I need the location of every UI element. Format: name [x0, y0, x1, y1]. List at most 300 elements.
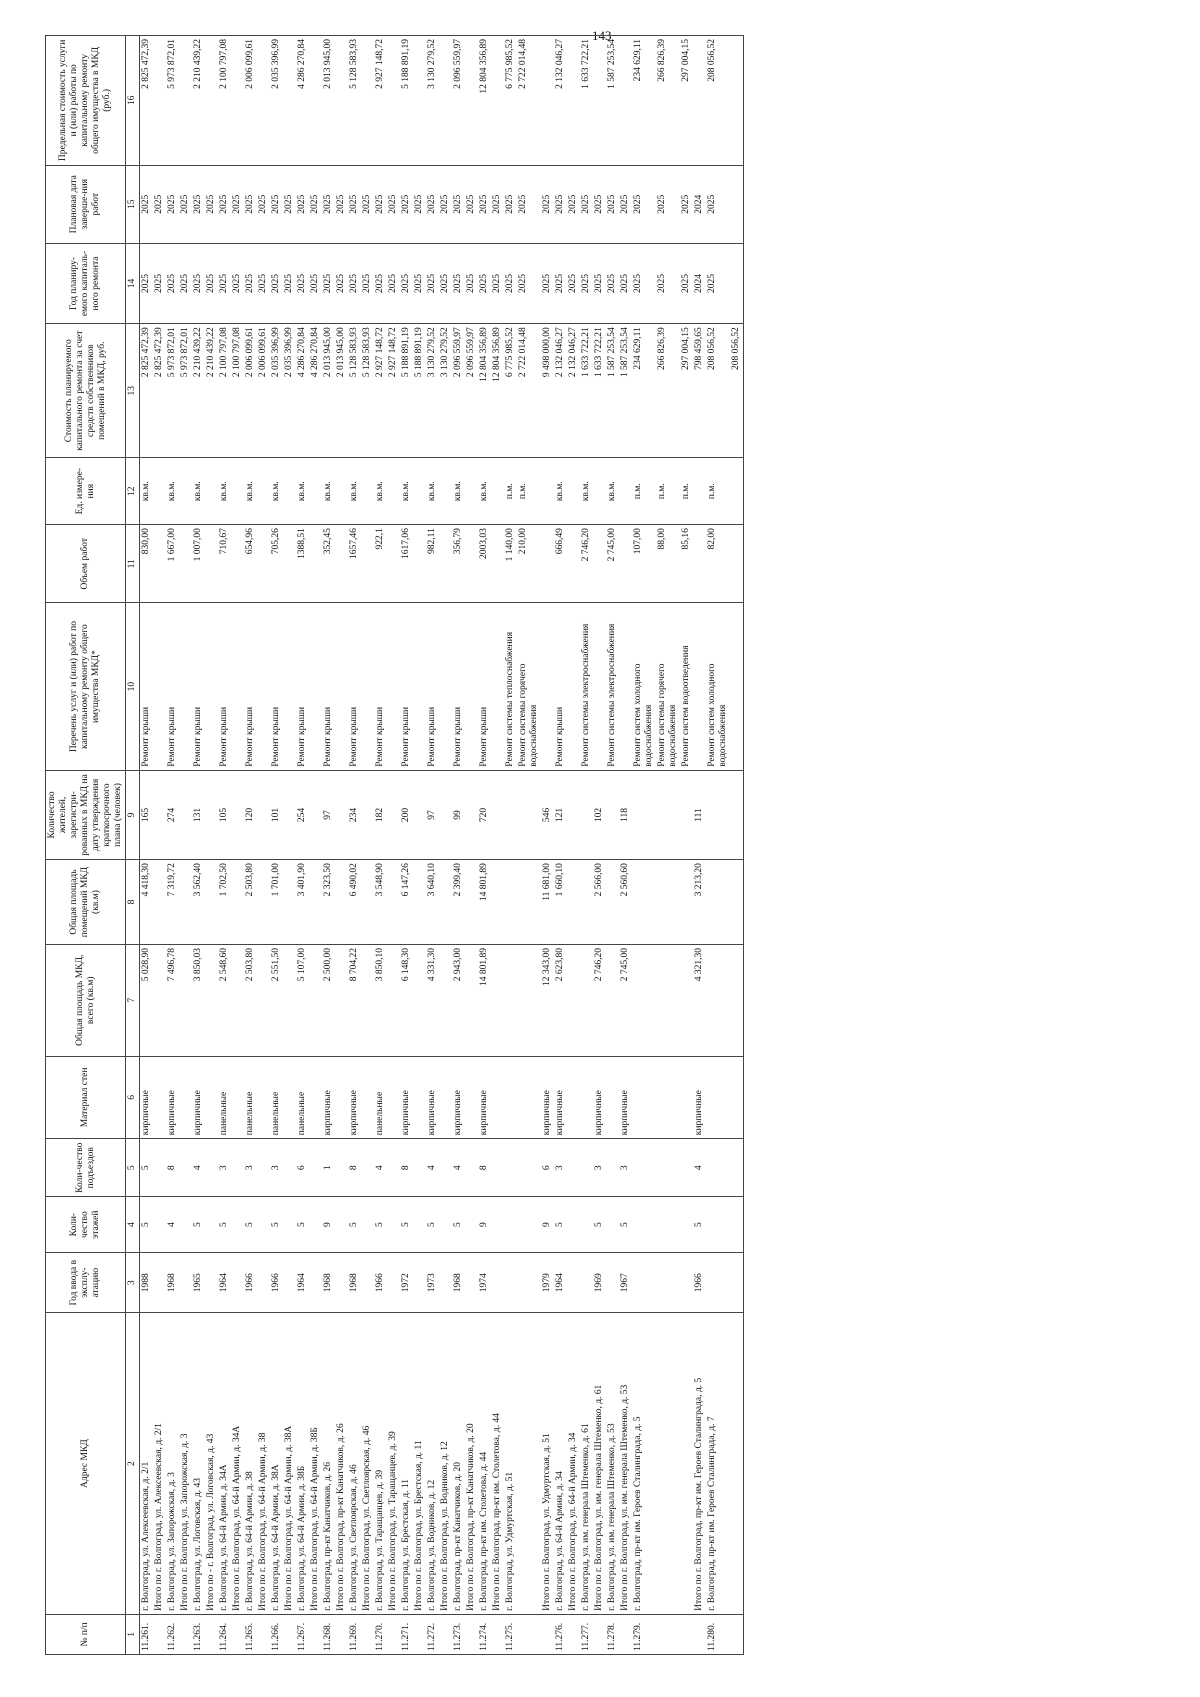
table-row [465, 36, 478, 1655]
table-cell [153, 1197, 166, 1253]
table-cell: кв.м. [580, 458, 593, 525]
table-cell [439, 1197, 452, 1253]
table-cell: 720 [478, 770, 491, 859]
table-row [374, 36, 387, 1655]
table-cell: 208 056,52 [730, 324, 744, 458]
table-cell [680, 1313, 693, 1614]
table-row [706, 36, 730, 1655]
table-cell [706, 860, 730, 945]
table-cell [439, 860, 452, 945]
table-cell: 546 [541, 770, 554, 859]
table-cell: г. Волгоград, ул. им. генерала Штеменко, д. 53 [606, 1313, 619, 1614]
table-cell: 2025 [296, 243, 309, 323]
table-row [413, 36, 426, 1655]
table-cell: Ремонт системы горячего водоснабжения [517, 603, 541, 770]
table-cell: 2 943,00 [452, 944, 465, 1056]
table-cell: 2 132 046,27 [554, 36, 567, 166]
column-header: Год ввода в эксплу-атацию [46, 1253, 126, 1313]
table-cell [491, 860, 504, 945]
column-number: 5 [126, 1139, 140, 1197]
table-cell [632, 860, 656, 945]
table-cell: Ремонт систем холодного водоснабжения [632, 603, 656, 770]
table-cell: 5 [140, 1139, 154, 1197]
table-cell [257, 944, 270, 1056]
table-cell: 830,00 [140, 525, 154, 603]
table-cell: 11.273. [452, 1614, 465, 1654]
table-cell [656, 1197, 680, 1253]
table-cell: 2025 [465, 243, 478, 323]
table-cell: 208 056,52 [706, 324, 730, 458]
table-cell: 4 331,30 [426, 944, 439, 1056]
table-cell [580, 1197, 593, 1253]
capital-repair-table [45, 35, 744, 1655]
table-cell: Ремонт крыши [478, 603, 491, 770]
table-cell: Ремонт крыши [374, 603, 387, 770]
column-header: № п/п [46, 1614, 126, 1654]
table-cell: 2025 [348, 165, 361, 243]
table-cell [387, 944, 400, 1056]
table-cell: Ремонт крыши [452, 603, 465, 770]
table-cell [730, 770, 744, 859]
table-cell: 2 035 396,99 [283, 324, 296, 458]
table-cell: Ремонт крыши [554, 603, 567, 770]
table-cell: 2025 [335, 243, 348, 323]
table-cell: г. Волгоград, ул. Брестская, д. 11 [400, 1313, 413, 1614]
table-cell: 2025 [439, 165, 452, 243]
table-cell [606, 1197, 619, 1253]
table-cell: 1968 [452, 1253, 465, 1313]
table-cell: Ремонт системы электроснабжения [606, 603, 619, 770]
table-cell: 6 [541, 1139, 554, 1197]
table-cell: 922,1 [374, 525, 387, 603]
table-cell: 2025 [632, 165, 656, 243]
table-cell [387, 525, 400, 603]
table-cell [361, 1614, 374, 1654]
table-cell: 2025 [166, 165, 179, 243]
table-cell: 2025 [179, 243, 192, 323]
table-cell: 2 096 559,97 [452, 324, 465, 458]
table-cell: 5 [693, 1197, 706, 1253]
table-cell [153, 944, 166, 1056]
table-cell: г. Волгоград, ул. 64-й Армии, д. 38А [270, 1313, 283, 1614]
table-cell: 5 [348, 1197, 361, 1253]
table-cell: 297 004,15 [680, 324, 693, 458]
table-cell: 2025 [374, 165, 387, 243]
table-cell: 4 [693, 1139, 706, 1197]
table-cell [335, 36, 348, 166]
table-row [632, 36, 656, 1655]
table-cell: 1968 [348, 1253, 361, 1313]
table-cell [205, 944, 218, 1056]
table-cell [517, 1253, 541, 1313]
table-row [567, 36, 580, 1655]
table-cell: кирпичные [400, 1056, 413, 1139]
table-cell: 12 804 356,89 [478, 36, 491, 166]
table-cell: 8 [166, 1139, 179, 1197]
table-cell [656, 1614, 680, 1654]
table-cell: г. Волгоград, пр-кт им. Героев Сталинграда, д. 7 [706, 1313, 730, 1614]
table-cell [465, 860, 478, 945]
table-cell: Итого по г. Волгоград, ул. 64-й Армии, д. 34А [231, 1313, 244, 1614]
table-cell: 234 629,11 [632, 36, 656, 166]
table-cell [361, 1197, 374, 1253]
column-header: Коли-чество подъездов [46, 1139, 126, 1197]
table-cell: кв.м. [348, 458, 361, 525]
table-row [593, 36, 606, 1655]
table-cell [257, 1139, 270, 1197]
table-cell [504, 944, 517, 1056]
table-cell: 2025 [465, 165, 478, 243]
table-cell [283, 458, 296, 525]
table-cell: 2025 [656, 165, 680, 243]
table-cell: 2025 [322, 165, 335, 243]
column-header: Общая площадь МКД, всего (кв.м) [46, 944, 126, 1056]
table-cell [361, 1056, 374, 1139]
table-cell: 11.272. [426, 1614, 439, 1654]
table-cell: кв.м. [166, 458, 179, 525]
table-cell: 2 560,60 [619, 860, 632, 945]
table-cell: 5 973 872,01 [166, 324, 179, 458]
table-cell [257, 1197, 270, 1253]
table-cell: 5 [400, 1197, 413, 1253]
table-cell: 2 927 148,72 [374, 324, 387, 458]
table-cell: 2025 [231, 165, 244, 243]
table-cell: 11.267. [296, 1614, 309, 1654]
table-cell: 111 [693, 770, 706, 859]
table-cell: 1964 [554, 1253, 567, 1313]
table-cell: 2 551,50 [270, 944, 283, 1056]
table-cell: Итого по - г. Волгоград, ул. Логовская, д. 43 [205, 1313, 218, 1614]
table-cell: кирпичные [192, 1056, 205, 1139]
column-number: 14 [126, 243, 140, 323]
table-cell: 2025 [153, 165, 166, 243]
table-cell: 2025 [517, 243, 541, 323]
table-cell: 234 629,11 [632, 324, 656, 458]
table-cell: 266 826,39 [656, 36, 680, 166]
table-cell [335, 770, 348, 859]
table-cell: 9 [478, 1197, 491, 1253]
table-cell [491, 1614, 504, 1654]
table-cell [656, 1056, 680, 1139]
table-cell: кв.м. [244, 458, 257, 525]
table-cell: 2025 [205, 165, 218, 243]
table-cell [179, 1139, 192, 1197]
table-cell: 11.269. [348, 1614, 361, 1654]
column-number: 9 [126, 770, 140, 859]
table-cell: 2 006 099,61 [257, 324, 270, 458]
table-cell: кв.м. [140, 458, 154, 525]
table-cell: 2025 [192, 243, 205, 323]
table-cell [567, 36, 580, 166]
table-cell: 11.270. [374, 1614, 387, 1654]
table-cell: 82,00 [706, 525, 730, 603]
table-row [504, 36, 517, 1655]
table-cell: 3 [244, 1139, 257, 1197]
rotated-table-container [45, 35, 1161, 1655]
table-cell [567, 525, 580, 603]
table-cell [706, 1197, 730, 1253]
table-cell [593, 1614, 606, 1654]
table-cell [257, 1056, 270, 1139]
table-cell: 7 319,72 [166, 860, 179, 945]
table-cell: 2025 [656, 243, 680, 323]
table-cell: г. Волгоград, ул. 64-й Армии, д. 38 [244, 1313, 257, 1614]
table-cell [205, 603, 218, 770]
table-cell: кирпичные [348, 1056, 361, 1139]
table-cell: Ремонт крыши [192, 603, 205, 770]
table-cell: 3 [270, 1139, 283, 1197]
table-cell: 2025 [491, 165, 504, 243]
table-cell [283, 525, 296, 603]
table-cell: 4 321,30 [693, 944, 706, 1056]
table-body [140, 36, 744, 1655]
column-number: 13 [126, 324, 140, 458]
table-cell [567, 1139, 580, 1197]
table-cell: 2025 [541, 243, 554, 323]
table-cell [205, 1056, 218, 1139]
table-cell: 2 100 797,08 [231, 324, 244, 458]
table-cell [491, 770, 504, 859]
table-cell: 266 826,39 [656, 324, 680, 458]
table-cell [504, 1197, 517, 1253]
table-cell: 118 [619, 770, 632, 859]
column-header: Предельная стоимость услуги и (или) работы по капитальному ремонту общего имущества в МКД (руб.) [46, 36, 126, 166]
table-cell [541, 36, 554, 166]
table-cell: 11 681,00 [541, 860, 554, 945]
table-row [296, 36, 309, 1655]
table-cell: Ремонт крыши [270, 603, 283, 770]
table-cell [387, 1056, 400, 1139]
table-cell [619, 458, 632, 525]
column-header: Год планиру-емого капиталь-ного ремонта [46, 243, 126, 323]
table-cell: 1 633 722,21 [580, 324, 593, 458]
column-number: 8 [126, 860, 140, 945]
table-cell: 2 210 439,22 [192, 324, 205, 458]
table-cell: 5 [374, 1197, 387, 1253]
table-cell: 12 343,00 [541, 944, 554, 1056]
table-cell: 12 804 356,89 [491, 324, 504, 458]
table-cell [632, 1139, 656, 1197]
table-cell [606, 1139, 619, 1197]
table-cell: 2 323,50 [322, 860, 335, 945]
table-cell: 2025 [361, 165, 374, 243]
table-cell: 5 [593, 1197, 606, 1253]
table-cell [730, 458, 744, 525]
table-cell: 131 [192, 770, 205, 859]
table-cell: 9 [541, 1197, 554, 1253]
table-cell: 165 [140, 770, 154, 859]
table-cell [465, 36, 478, 166]
table-cell: 9 [322, 1197, 335, 1253]
table-cell [153, 603, 166, 770]
table-cell: 2 825 472,39 [153, 324, 166, 458]
table-cell [387, 860, 400, 945]
table-row [619, 36, 632, 1655]
table-cell [361, 944, 374, 1056]
table-cell: 2025 [244, 243, 257, 323]
table-row [361, 36, 374, 1655]
table-cell [439, 458, 452, 525]
column-header: Адрес МКД [46, 1313, 126, 1614]
table-cell: 4 [426, 1139, 439, 1197]
table-cell [580, 944, 593, 1056]
table-row [348, 36, 361, 1655]
table-cell: 2 096 559,97 [465, 324, 478, 458]
table-cell: 4 286 270,84 [296, 36, 309, 166]
table-cell: 9 498 000,00 [541, 324, 554, 458]
table-cell [491, 1139, 504, 1197]
table-cell: 3 [593, 1139, 606, 1197]
table-cell: Итого по г. Волгоград, ул. 64-й Армии, д. 38 [257, 1313, 270, 1614]
table-cell: 11.264. [218, 1614, 231, 1654]
table-cell: 2025 [244, 165, 257, 243]
table-cell [413, 770, 426, 859]
table-cell [153, 1614, 166, 1654]
table-cell: кв.м. [606, 458, 619, 525]
table-cell [231, 944, 244, 1056]
table-cell [730, 603, 744, 770]
table-cell: 7 496,78 [166, 944, 179, 1056]
table-cell: 11.277. [580, 1614, 593, 1654]
table-cell [231, 1614, 244, 1654]
table-cell: 5 [270, 1197, 283, 1253]
table-cell [283, 770, 296, 859]
table-cell [205, 36, 218, 166]
table-cell: 2 500,00 [322, 944, 335, 1056]
table-cell: Ремонт крыши [140, 603, 154, 770]
table-cell: 200 [400, 770, 413, 859]
table-cell: п.м. [632, 458, 656, 525]
table-cell: г. Волгоград, ул. Таращанцев, д. 39 [374, 1313, 387, 1614]
table-cell: 3 548,90 [374, 860, 387, 945]
table-cell [730, 243, 744, 323]
table-cell [632, 770, 656, 859]
table-cell: 1965 [192, 1253, 205, 1313]
table-cell [231, 603, 244, 770]
table-cell: 2025 [257, 165, 270, 243]
table-cell [632, 944, 656, 1056]
table-cell: Ремонт крыши [218, 603, 231, 770]
table-cell: 1 701,00 [270, 860, 283, 945]
table-cell [465, 1197, 478, 1253]
table-cell: кв.м. [218, 458, 231, 525]
table-cell [387, 603, 400, 770]
table-cell: 5 [296, 1197, 309, 1253]
table-cell: 107,00 [632, 525, 656, 603]
table-cell [606, 860, 619, 945]
table-cell [593, 603, 606, 770]
table-cell: Итого по г. Волгоград, ул. Алексеевская, д. 2/1 [153, 1313, 166, 1614]
table-cell: 1 660,10 [554, 860, 567, 945]
table-cell: 11.271. [400, 1614, 413, 1654]
table-row [606, 36, 619, 1655]
table-cell [309, 1139, 322, 1197]
table-cell [465, 1056, 478, 1139]
column-header: Ед. измере-ния [46, 458, 126, 525]
table-cell: 1966 [270, 1253, 283, 1313]
table-cell: панельные [296, 1056, 309, 1139]
table-cell: 8 [400, 1139, 413, 1197]
table-cell: Ремонт крыши [166, 603, 179, 770]
table-cell [567, 860, 580, 945]
column-number: 11 [126, 525, 140, 603]
table-cell: 2025 [632, 243, 656, 323]
table-cell: 2025 [283, 165, 296, 243]
table-cell: 5 128 583,93 [361, 324, 374, 458]
table-cell: кирпичные [452, 1056, 465, 1139]
table-row [270, 36, 283, 1655]
table-cell: 3 130 279,52 [426, 36, 439, 166]
table-cell [335, 1614, 348, 1654]
table-cell [309, 1614, 322, 1654]
table-cell: 2 722 014,48 [517, 324, 541, 458]
table-cell [179, 1056, 192, 1139]
table-cell: 2 745,00 [606, 525, 619, 603]
table-cell [413, 1056, 426, 1139]
table-cell [465, 603, 478, 770]
table-cell: 85,16 [680, 525, 693, 603]
table-cell: 2025 [554, 165, 567, 243]
table-cell [231, 525, 244, 603]
table-cell [580, 1056, 593, 1139]
table-cell: 2 035 396,99 [270, 36, 283, 166]
table-cell [387, 36, 400, 166]
table-cell [680, 1197, 693, 1253]
table-cell [257, 860, 270, 945]
table-cell [504, 770, 517, 859]
table-cell: 11.278. [606, 1614, 619, 1654]
table-cell [179, 1614, 192, 1654]
table-row [309, 36, 322, 1655]
table-cell: 3 213,20 [693, 860, 706, 945]
table-cell [730, 944, 744, 1056]
table-cell: 2025 [257, 243, 270, 323]
table-cell: 2025 [491, 243, 504, 323]
table-cell: 1617,06 [400, 525, 413, 603]
column-number: 15 [126, 165, 140, 243]
table-cell: Ремонт крыши [244, 603, 257, 770]
table-cell [335, 1197, 348, 1253]
table-cell [439, 603, 452, 770]
table-cell [465, 525, 478, 603]
table-cell: Итого по г. Волгоград, ул. им. генерала Штеменко, д. 61 [593, 1313, 606, 1614]
table-cell [335, 944, 348, 1056]
table-cell: Итого по г. Волгоград, пр-кт им. Героев Сталинграда, д. 5 [693, 1313, 706, 1614]
table-cell: 120 [244, 770, 257, 859]
table-cell: п.м. [680, 458, 693, 525]
table-cell: 2025 [153, 243, 166, 323]
table-cell: 2 722 014,48 [517, 36, 541, 166]
table-cell [680, 1056, 693, 1139]
table-cell [335, 458, 348, 525]
table-cell: 2025 [504, 165, 517, 243]
table-cell: Итого по г. Волгоград, ул. Светлоярская, д. 46 [361, 1313, 374, 1614]
table-cell [567, 770, 580, 859]
table-cell: 11.263. [192, 1614, 205, 1654]
table-cell [491, 525, 504, 603]
table-cell: 99 [452, 770, 465, 859]
table-cell [179, 525, 192, 603]
table-cell [179, 860, 192, 945]
table-cell: 1388,51 [296, 525, 309, 603]
table-cell: 11.266. [270, 1614, 283, 1654]
table-cell: 666,49 [554, 525, 567, 603]
table-cell: 1 702,50 [218, 860, 231, 945]
table-row [452, 36, 465, 1655]
table-cell [257, 1253, 270, 1313]
table-cell [153, 1253, 166, 1313]
table-cell: г. Волгоград, ул. Запорожская, д. 3 [166, 1313, 179, 1614]
